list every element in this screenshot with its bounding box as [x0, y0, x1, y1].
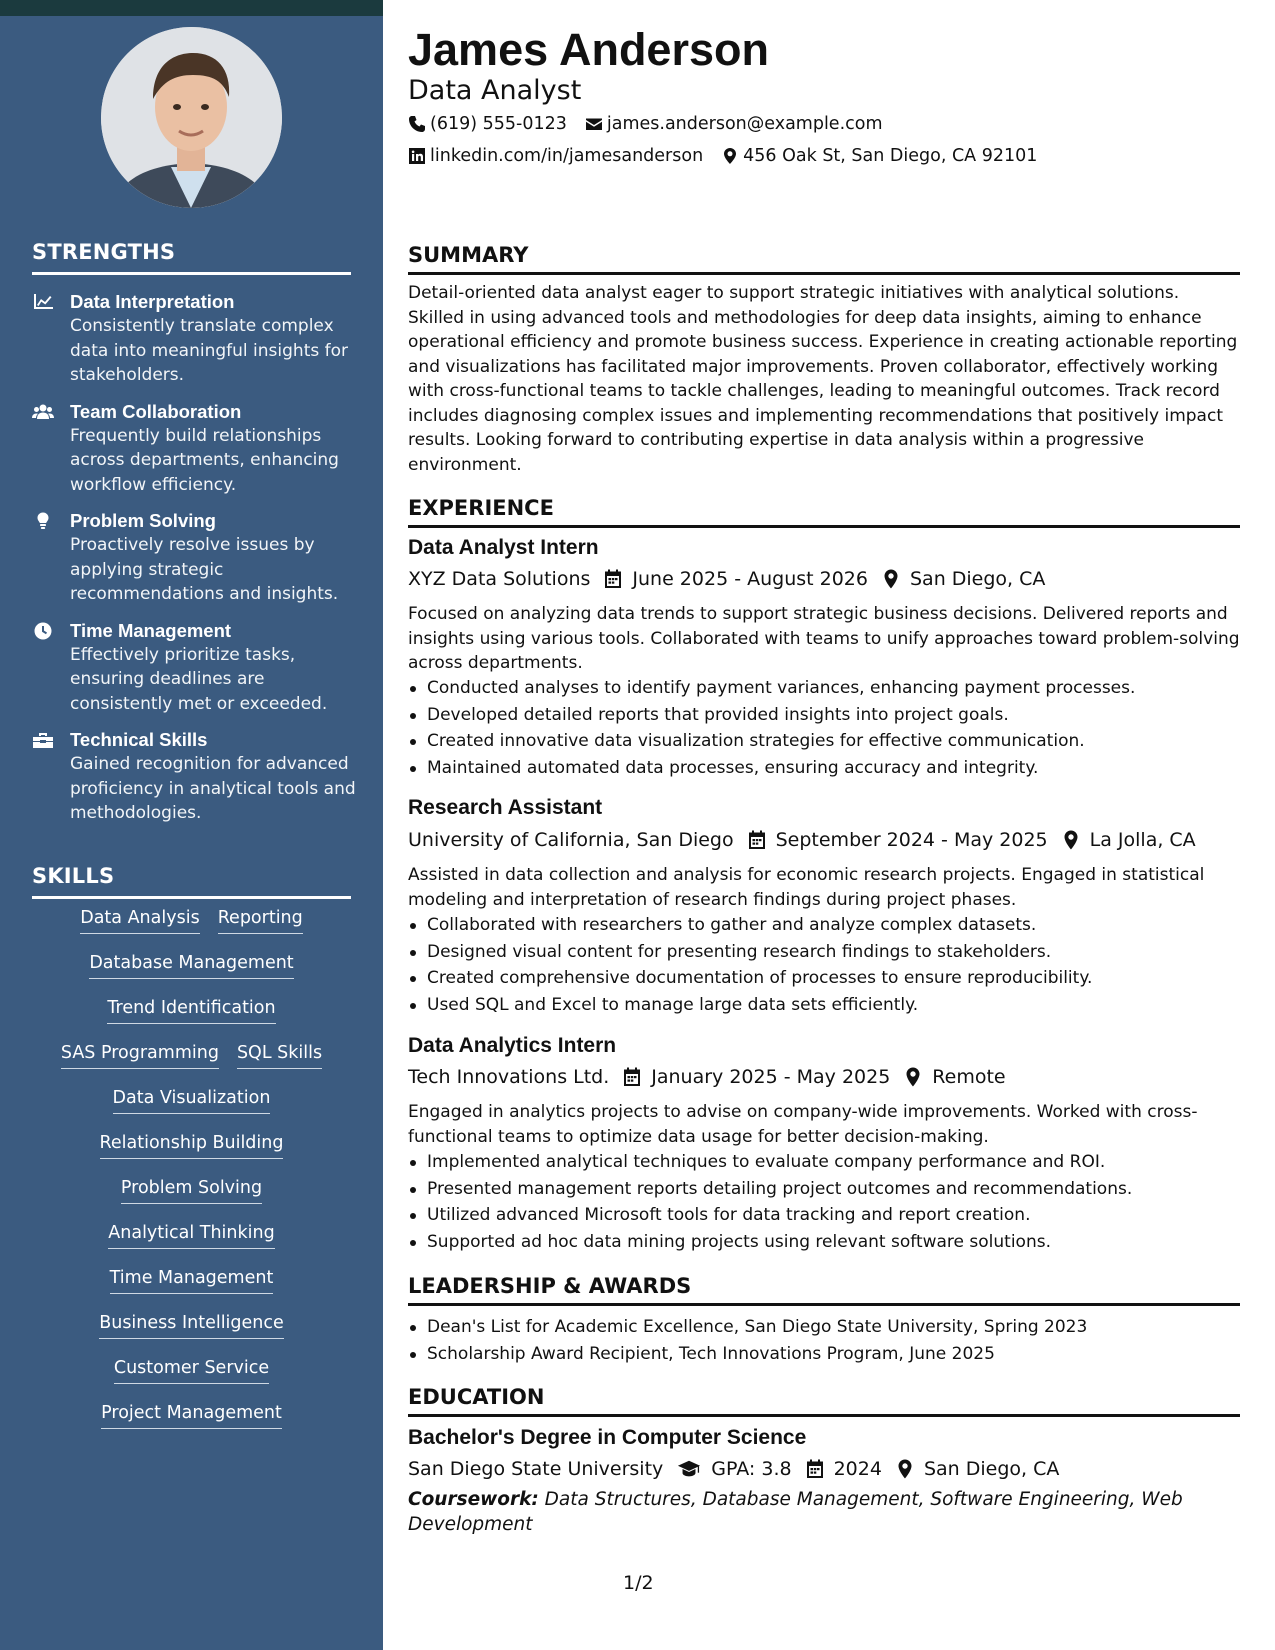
job-company: Tech Innovations Ltd. — [408, 1066, 610, 1088]
strength-item — [32, 728, 362, 826]
toolbox-icon — [32, 728, 70, 826]
phone-text: (619) 555-0123 — [430, 114, 567, 134]
strength-title: Team Collaboration — [70, 400, 242, 422]
job-meta — [408, 566, 1045, 592]
list-item: Maintained automated data processes, ensuring accuracy and integrity. — [408, 755, 1240, 782]
phone-contact — [408, 114, 567, 134]
job-bullets — [408, 912, 1240, 1018]
skill-tag: Trend Identification — [107, 996, 275, 1024]
job-description: Focused on analyzing data trends to support strategic business decisions. Delivered reports and insights using various tools. Collaborated with teams to unify approaches toward problem-solving across departments. — [408, 604, 1240, 673]
job-location: San Diego, CA — [909, 568, 1046, 590]
job-description: Engaged in analytics projects to advise on company-wide improvements. Worked with cross-functional teams to optimize data usage for better decision-making. — [408, 1102, 1198, 1147]
skill-tag: Relationship Building — [100, 1131, 284, 1159]
strength-item — [32, 400, 362, 498]
address-contact — [721, 146, 1037, 166]
strength-desc: Gained recognition for advanced proficiency in analytical tools and methodologies. — [70, 754, 356, 823]
job-company: XYZ Data Solutions — [408, 568, 591, 590]
skill-tag: SQL Skills — [237, 1041, 322, 1069]
skill-tag: Database Management — [89, 951, 293, 979]
skill-tag: SAS Programming — [61, 1041, 219, 1069]
map-pin-icon — [904, 1067, 922, 1087]
avatar — [101, 27, 282, 208]
list-item: Conducted analyses to identify payment variances, enhancing payment processes. — [408, 675, 1240, 702]
linkedin-link[interactable]: linkedin.com/in/jamesanderson — [430, 146, 704, 166]
education-meta — [408, 1456, 1059, 1482]
summary-text: Detail-oriented data analyst eager to support strategic initiatives with analytical solutions. Skilled in using advanced tools and methodologies for deep data insights, aiming to enhance operational efficiency and promote business success. Experience in creating actionable reporting and visualizations has facilitated major improvements. Proven collaborator, effectively working with cross-functional teams to tackle challenges, leading to meaningful outcomes. Track record includes diagnosing complex issues and implementing recommendations that positively impact results. Looking forward to contributing expertise in data analysis within a progressive environment. — [408, 283, 1238, 475]
map-pin-icon — [882, 569, 900, 589]
map-pin-icon — [721, 147, 739, 165]
summary-heading: SUMMARY — [408, 241, 1240, 275]
candidate-role: Data Analyst — [408, 75, 582, 106]
map-pin-icon — [1062, 830, 1080, 850]
job-title: Data Analytics Intern — [408, 1034, 617, 1057]
strength-desc: Proactively resolve issues by applying strategic recommendations and insights. — [70, 535, 339, 604]
strength-item — [32, 509, 362, 607]
strength-title: Technical Skills — [70, 729, 208, 750]
phone-icon — [408, 115, 426, 133]
strength-item — [32, 290, 362, 388]
list-item: Utilized advanced Microsoft tools for data tracking and report creation. — [408, 1202, 1240, 1229]
list-item: Developed detailed reports that provided insights into project goals. — [408, 702, 1240, 729]
degree-title: Bachelor's Degree in Computer Science — [408, 1426, 807, 1449]
strengths-heading: STRENGTHS — [32, 240, 351, 275]
education-heading: EDUCATION — [408, 1383, 1240, 1417]
sidebar — [0, 0, 383, 1650]
list-item: Presented management reports detailing project outcomes and recommendations. — [408, 1176, 1240, 1203]
list-item: Created comprehensive documentation of processes to ensure reproducibility. — [408, 965, 1240, 992]
map-pin-icon — [896, 1459, 914, 1479]
skill-tag: Problem Solving — [121, 1176, 262, 1204]
list-item: Implemented analytical techniques to evaluate company performance and ROI. — [408, 1149, 1240, 1176]
email-link[interactable]: james.anderson@example.com — [606, 114, 883, 134]
job-title: Data Analyst Intern — [408, 536, 599, 559]
list-item: Created innovative data visualization strategies for effective communication. — [408, 728, 1240, 755]
graduation-year: 2024 — [833, 1458, 882, 1480]
coursework-text: Data Structures, Database Management, Software Engineering, Web Development — [408, 1489, 1183, 1535]
profile-photo — [101, 27, 282, 208]
list-item: Used SQL and Excel to manage large data sets efficiently. — [408, 992, 1240, 1019]
skill-tag: Data Analysis — [80, 906, 199, 934]
skills-heading: SKILLS — [32, 864, 351, 899]
job-location: Remote — [932, 1066, 1006, 1088]
job-title: Research Assistant — [408, 796, 603, 819]
skill-tag: Analytical Thinking — [108, 1221, 274, 1249]
skill-tag: Business Intelligence — [99, 1311, 284, 1339]
skill-tag: Data Visualization — [113, 1086, 271, 1114]
calendar-icon — [748, 830, 766, 850]
sidebar-top-bar — [0, 0, 383, 16]
address-text: 456 Oak St, San Diego, CA 92101 — [743, 146, 1038, 166]
job-meta — [408, 1064, 1006, 1090]
job-location: La Jolla, CA — [1089, 829, 1196, 851]
experience-heading: EXPERIENCE — [408, 494, 1240, 528]
clock-icon — [32, 619, 70, 717]
calendar-icon — [623, 1067, 641, 1087]
gpa-text: GPA: 3.8 — [711, 1458, 792, 1480]
skill-tag: Project Management — [101, 1401, 282, 1429]
skill-tag: Customer Service — [114, 1356, 269, 1384]
skill-tag: Reporting — [218, 906, 303, 934]
job-dates: September 2024 - May 2025 — [775, 829, 1048, 851]
linkedin-icon — [408, 147, 426, 165]
job-description: Assisted in data collection and analysis for economic research projects. Engaged in statistical modeling and interpretation of research findings during project phases. — [408, 865, 1205, 910]
list-item: Scholarship Award Recipient, Tech Innovations Program, June 2025 — [408, 1341, 1240, 1368]
job-company: University of California, San Diego — [408, 829, 734, 851]
strength-desc: Consistently translate complex data into meaningful insights for stakeholders. — [70, 316, 348, 385]
envelope-icon — [585, 115, 603, 133]
lightbulb-icon — [32, 509, 70, 607]
job-bullets — [408, 1149, 1240, 1255]
skills-list — [32, 906, 351, 1446]
list-item: Collaborated with researchers to gather and analyze complex datasets. — [408, 912, 1240, 939]
list-item: Supported ad hoc data mining projects using relevant software solutions. — [408, 1229, 1240, 1256]
school-name: San Diego State University — [408, 1458, 664, 1480]
calendar-icon — [806, 1459, 824, 1479]
job-bullets — [408, 675, 1240, 781]
strength-desc: Frequently build relationships across departments, enhancing workflow efficiency. — [70, 425, 339, 495]
calendar-icon — [604, 569, 622, 589]
strengths-list — [32, 290, 362, 838]
contact-row — [408, 114, 901, 134]
users-icon — [32, 400, 70, 498]
skill-tag: Time Management — [110, 1266, 274, 1294]
strength-title: Data Interpretation — [70, 291, 235, 312]
list-item: Dean's List for Academic Excellence, San Diego State University, Spring 2023 — [408, 1314, 1240, 1341]
job-dates: January 2025 - May 2025 — [651, 1066, 891, 1088]
strength-item — [32, 619, 362, 717]
linkedin-contact[interactable] — [408, 146, 703, 166]
awards-list — [408, 1314, 1240, 1367]
contact-row-2 — [408, 146, 1055, 166]
graduation-cap-icon — [677, 1459, 701, 1479]
email-contact[interactable] — [585, 114, 883, 134]
chart-line-icon — [32, 290, 70, 388]
candidate-name: James Anderson — [408, 24, 769, 75]
coursework — [408, 1487, 1188, 1537]
strength-desc: Effectively prioritize tasks, ensuring deadlines are consistently met or exceeded. — [70, 644, 328, 714]
list-item: Designed visual content for presenting research findings to stakeholders. — [408, 939, 1240, 966]
awards-heading: LEADERSHIP & AWARDS — [408, 1272, 1240, 1306]
coursework-label: Coursework: — [408, 1489, 539, 1510]
page-number: 1/2 — [623, 1572, 654, 1594]
strength-title: Time Management — [70, 619, 232, 641]
job-dates: June 2025 - August 2026 — [632, 568, 868, 590]
school-location: San Diego, CA — [923, 1458, 1060, 1480]
job-meta — [408, 827, 1196, 853]
strength-title: Problem Solving — [70, 510, 216, 531]
